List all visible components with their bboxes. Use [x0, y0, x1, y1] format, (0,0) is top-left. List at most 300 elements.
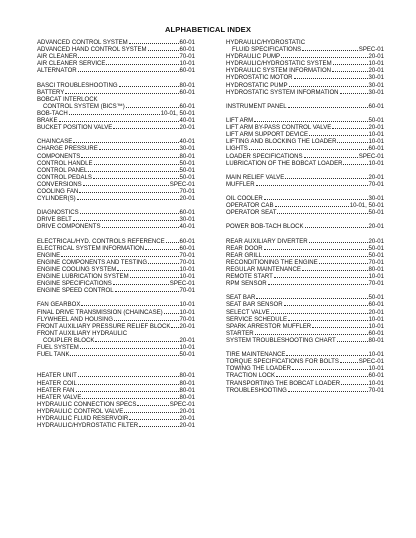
dot-leader	[333, 64, 368, 65]
dot-leader	[341, 384, 367, 385]
index-entry-term: INSTRUMENT PANEL	[226, 103, 287, 110]
index-entry	[226, 324, 384, 331]
index-entry-page: 80-01	[179, 394, 195, 401]
index-entry-term: OPERATOR SEAT	[226, 210, 277, 217]
index-entry-term: HYDRAULIC FLUID RESERVOIR	[37, 415, 129, 422]
index-entry	[37, 416, 195, 423]
index-entry-page: 50-01	[368, 118, 384, 125]
index-entry-term: ENGINE LUBRICATION SYSTEM	[37, 274, 129, 281]
index-entry-page: 20-01	[368, 224, 384, 231]
dot-leader	[130, 277, 179, 278]
dot-leader	[94, 164, 179, 165]
index-entry-page: 10-01	[368, 274, 384, 281]
index-entry-term: REAR GRILL	[226, 252, 262, 259]
index-entry-term: OPERATOR CAB	[226, 203, 274, 210]
index-entry-term: TIRE MAINTENANCE	[226, 352, 286, 359]
dot-leader	[263, 256, 368, 257]
index-entry-term: HYDROSTATIC PUMP	[226, 82, 288, 89]
index-entry-page: 10-01, 50-01	[349, 203, 384, 210]
index-entry	[37, 373, 195, 380]
index-entry-term: SERVICE SCHEDULE	[226, 316, 288, 323]
section-gap	[226, 288, 384, 295]
index-entry	[226, 61, 384, 68]
dot-leader	[80, 348, 179, 349]
dot-leader	[309, 242, 368, 243]
dot-leader	[164, 313, 179, 314]
section-gap	[37, 295, 195, 302]
index-entry	[37, 288, 195, 295]
index-entry-page: 10-01	[368, 316, 384, 323]
index-entry-term: ENGINE COOLING SYSTEM	[37, 267, 117, 273]
index-entry	[226, 54, 384, 61]
index-entry-term: HYDRAULIC/HYDROSTATIC	[226, 40, 306, 46]
index-entry	[226, 75, 384, 82]
index-entry-term: DRIVE COMPONENTS	[37, 224, 101, 231]
index-entry-page: 60-01	[179, 47, 195, 54]
index-entry-term: BRAKE	[37, 118, 58, 125]
index-entry-page: 30-01	[368, 196, 384, 203]
index-entry-page: 10-01	[368, 323, 384, 330]
index-entry	[226, 281, 384, 288]
index-entry-page: 40-01	[179, 139, 195, 146]
index-entry-page: SPEC-01	[358, 359, 384, 366]
index-entry-term: DRIVE BELT	[37, 217, 72, 224]
index-entry	[37, 409, 195, 416]
dot-leader	[83, 185, 169, 186]
index-entry	[226, 331, 384, 338]
section-gap	[37, 232, 195, 239]
index-entry-page: 70-01	[179, 188, 195, 195]
section-gap	[37, 359, 195, 366]
index-entry-page: 20-01	[368, 125, 384, 132]
index-entry	[37, 317, 195, 324]
index-entry-page: 10-01	[179, 302, 195, 309]
index-entry-page: 50-01	[368, 295, 384, 302]
index-entry	[226, 388, 384, 395]
index-entry-term: LIFTING AND BLOCKING THE LOADER	[226, 139, 337, 146]
index-entry-page: 60-01	[179, 245, 195, 252]
dot-leader	[284, 305, 368, 306]
section-gap	[37, 75, 195, 82]
dot-leader	[343, 164, 367, 165]
index-entry-term: BOB-TACH	[37, 110, 68, 117]
index-entry-term: ELECTRICAL SYSTEM INFORMATION	[37, 245, 145, 252]
index-entry-term: COOLING FAN	[37, 188, 79, 195]
index-entry-page: 70-01	[179, 288, 195, 295]
index-entry-page: 50-01	[179, 160, 195, 167]
index-entry-page: 50-01	[179, 174, 195, 181]
index-entry-term: LOADER SPECIFICATIONS	[226, 153, 303, 160]
index-entry-page: 40-01	[179, 118, 195, 125]
dot-leader	[88, 171, 178, 172]
dot-leader	[78, 57, 178, 58]
index-entry	[37, 302, 195, 309]
index-entry-page: 70-01	[179, 259, 195, 266]
index-entry-page: 60-01	[368, 103, 384, 110]
index-entry	[226, 161, 384, 168]
index-entry-term: ENGINE SPECIFICATIONS	[37, 281, 112, 288]
dot-leader	[171, 327, 178, 328]
index-entry	[37, 246, 195, 253]
dot-leader	[113, 128, 178, 129]
index-entry-page: 80-01	[179, 380, 195, 387]
index-entry	[37, 118, 195, 125]
dot-leader	[76, 391, 179, 392]
dot-leader	[268, 284, 368, 285]
index-entry-term: FRONT AUXILIARY HYDRAULIC	[37, 330, 128, 337]
index-entry-page: 40-01	[179, 224, 195, 231]
dot-leader	[285, 178, 367, 179]
dot-leader	[139, 426, 178, 427]
index-entry-term: SELECT VALVE	[226, 309, 270, 316]
dot-leader	[337, 142, 367, 143]
index-entry-term: RECONDITIONING THE ENGINE	[226, 259, 318, 266]
index-entry-term: HYDROSTATIC MOTOR	[226, 75, 293, 82]
index-entry	[37, 83, 195, 90]
section-gap	[37, 203, 195, 210]
index-entry-page: 60-01	[179, 103, 195, 110]
index-entry-term: COMPONENTS	[37, 153, 81, 160]
index-entry-term: TORQUE SPECIFICATIONS FOR BOLTS	[226, 359, 339, 366]
index-entry-page: 60-01	[368, 302, 384, 309]
index-entry-term: HEATER VALVE	[37, 394, 82, 401]
dot-leader	[129, 43, 179, 44]
index-entry-term: TROUBLESHOOTING	[226, 387, 287, 394]
index-entry-page: 10-01	[368, 352, 384, 359]
index-entry	[226, 317, 384, 324]
index-entry-term: LIFT ARM	[226, 118, 254, 125]
index-entry	[37, 54, 195, 61]
index-entry-term: LUBRICATION OF THE BOBCAT LOADER	[226, 160, 343, 167]
dot-leader	[82, 398, 178, 399]
dot-leader	[65, 93, 178, 94]
dot-leader	[124, 412, 178, 413]
index-entry	[226, 83, 384, 90]
section-gap	[37, 132, 195, 139]
index-entry-page: 20-01	[179, 423, 195, 430]
index-entry-term: ALTERNATOR	[37, 68, 77, 75]
index-entry-page: SPEC-01	[169, 401, 195, 408]
index-entry-term: BOBCAT INTERLOCK	[37, 96, 98, 103]
index-entry-page: 50-01	[368, 210, 384, 217]
section-gap	[37, 366, 195, 373]
index-entry-page: 10-01	[368, 160, 384, 167]
dot-leader	[69, 114, 160, 115]
index-entry-page: 60-01	[179, 238, 195, 245]
dot-leader	[70, 355, 178, 356]
index-entry-page: 10-01	[368, 61, 384, 68]
index-entry-page: 10-01	[368, 366, 384, 373]
index-entry-term: CONTROL PANEL	[37, 167, 88, 174]
dot-leader	[255, 334, 368, 335]
index-entry	[37, 68, 195, 75]
index-entry-term: CONTROL SYSTEM (BICS™)	[43, 103, 125, 110]
index-entry-page: SPEC-01	[358, 47, 384, 54]
index-entry	[226, 139, 384, 146]
index-entry	[226, 104, 384, 111]
index-entry-page: 80-01	[179, 387, 195, 394]
index-entry	[37, 111, 195, 118]
index-entry-term: CONVERSIONS	[37, 181, 82, 188]
index-entry-term: CYLINDER(S)	[37, 196, 76, 203]
page-title: ALPHABETICAL INDEX	[164, 25, 252, 34]
index-entry-term: REAR DOOR	[226, 245, 263, 252]
index-entry	[37, 125, 195, 132]
index-entry-term: BATTERY	[37, 89, 65, 96]
dot-leader	[288, 391, 368, 392]
index-entry-page: 60-01	[368, 330, 384, 337]
index-entry	[226, 125, 384, 132]
index-entry-page: 80-01	[179, 153, 195, 160]
dot-leader	[59, 121, 179, 122]
index-entry	[226, 295, 384, 302]
dot-leader	[129, 419, 178, 420]
index-entry-page: 20-01	[368, 309, 384, 316]
index-entry	[37, 324, 195, 331]
index-entry	[37, 146, 195, 153]
index-entry	[226, 352, 384, 359]
index-entry-term: HYDRAULIC/HYDROSTATIC SYSTEM	[226, 61, 332, 68]
dot-leader	[249, 149, 368, 150]
index-entry-page: 70-01	[368, 281, 384, 288]
index-entry-term: LIGHTS	[226, 146, 248, 153]
index-entry	[226, 203, 384, 210]
dot-leader	[99, 149, 179, 150]
index-entry-page: 20-01	[179, 415, 195, 422]
dot-leader	[254, 121, 367, 122]
index-entry	[37, 90, 195, 97]
dot-leader	[332, 128, 367, 129]
index-entry	[37, 331, 195, 338]
index-entry-term: FLYWHEEL AND HOUSING	[37, 316, 113, 323]
index-entry-term: CHARGE PRESSURE	[37, 146, 98, 153]
dot-leader	[276, 376, 367, 377]
index-entry-page: 20-01	[368, 238, 384, 245]
index-entry-term: HYDRAULIC CONTROL VALVE	[37, 408, 124, 415]
index-entry	[37, 154, 195, 161]
dot-leader	[81, 157, 178, 158]
dot-leader	[77, 199, 179, 200]
index-entry-term: FAN GEARBOX	[37, 302, 81, 309]
index-entry-page: 30-01	[179, 146, 195, 153]
index-entry	[226, 146, 384, 153]
index-entry-term: HEATER UNIT	[37, 373, 77, 380]
index-entry	[37, 239, 195, 246]
index-entry	[226, 239, 384, 246]
dot-leader	[119, 86, 179, 87]
index-entry-term: ELECTRICAL/HYD. CONTROLS REFERENCE	[37, 238, 165, 245]
dot-leader	[274, 277, 368, 278]
index-entry-term: TRACTION LOCK	[226, 373, 276, 380]
dot-leader	[302, 270, 368, 271]
index-entry	[226, 68, 384, 75]
index-entry-term: MAIN RELIEF VALVE	[226, 174, 285, 181]
index-entry-term: HEATER FAN	[37, 387, 75, 394]
index-entry-page: 20-01	[368, 54, 384, 61]
dot-leader	[292, 369, 368, 370]
dot-leader	[137, 405, 168, 406]
index-entry-term: HYDRAULIC PUMP	[226, 54, 281, 61]
index-entry-term: FINAL DRIVE TRANSMISSION (CHAINCASE)	[37, 309, 163, 316]
index-entry-term: RPM SENSOR	[226, 281, 267, 288]
index-entry-page: 10-01	[179, 267, 195, 273]
index-entry-page: SPEC-01	[358, 153, 384, 160]
dot-leader	[78, 376, 179, 377]
index-entry-page: 80-01	[179, 82, 195, 89]
index-entry-page: 60-01	[368, 373, 384, 380]
dot-leader	[275, 206, 349, 207]
index-entry-term: HYDRAULIC/HYDROSTATIC FILTER	[37, 423, 139, 430]
index-entry	[226, 47, 384, 54]
dot-leader	[117, 270, 178, 271]
section-gap	[226, 345, 384, 352]
dot-leader	[73, 220, 179, 221]
index-entry-page: 50-01	[368, 252, 384, 259]
dot-leader	[113, 284, 169, 285]
index-entry-term: OIL COOLER	[226, 196, 263, 203]
index-entry	[37, 388, 195, 395]
index-entry	[226, 40, 384, 47]
dot-leader	[277, 213, 367, 214]
index-entry-page: 70-01	[179, 316, 195, 323]
index-entry-page: 20-01	[368, 68, 384, 75]
index-entry-term: SEAT BAR SENSOR	[226, 302, 283, 309]
index-entry	[226, 302, 384, 309]
index-entry	[37, 352, 195, 359]
dot-leader	[80, 213, 179, 214]
index-entry	[37, 217, 195, 224]
section-gap	[226, 232, 384, 239]
dot-leader	[312, 327, 367, 328]
index-entry-page: 50-01	[179, 167, 195, 174]
dot-leader	[73, 142, 178, 143]
dot-leader	[78, 71, 179, 72]
index-entry	[226, 175, 384, 182]
index-entry-page: 70-01	[179, 252, 195, 259]
index-entry	[226, 373, 384, 380]
index-entry-term: REGULAR MAINTENANCE	[226, 267, 301, 273]
index-entry-term: ENGINE SPEED CONTROL	[37, 288, 114, 295]
index-entry	[37, 210, 195, 217]
dot-leader	[81, 305, 178, 306]
section-gap	[226, 189, 384, 196]
index-entry	[37, 40, 195, 47]
index-entry-page: 20-01	[179, 337, 195, 344]
index-entry	[37, 260, 195, 267]
index-entry-term: ENGINE COMPONENTS AND TESTING	[37, 259, 148, 266]
dot-leader	[289, 86, 368, 87]
index-entry-term: HEATER COIL	[37, 380, 77, 387]
index-entry-page: 30-01	[368, 82, 384, 89]
index-entry-term: STARTER	[226, 330, 254, 337]
index-entry-term: BASCI TROUBLESHOOTING	[37, 82, 118, 89]
dot-leader	[78, 384, 179, 385]
index-entry	[37, 182, 195, 189]
index-entry-term: SEAT BAR	[226, 295, 256, 302]
index-entry-term: ADVANCED HAND CONTROL SYSTEM	[37, 47, 147, 54]
index-entry	[226, 267, 384, 274]
index-entry	[37, 381, 195, 388]
dot-leader	[302, 50, 358, 51]
index-entry	[226, 196, 384, 203]
dot-leader	[148, 263, 178, 264]
index-entry	[226, 132, 384, 139]
index-entry-page: 80-01	[179, 373, 195, 380]
index-entry-page: 20-01	[179, 196, 195, 203]
index-entry-term: REAR AUXILIARY DIVERTER	[226, 238, 308, 245]
index-entry-page: 10-01	[179, 309, 195, 316]
index-entry-term: FRONT AUXILIARY PRESSURE RELIEF BLOCK	[37, 323, 171, 330]
index-entry-term: TOWING THE LOADER	[226, 366, 291, 373]
index-entry-page: 20-01	[368, 174, 384, 181]
section-gap	[226, 97, 384, 104]
index-left-column	[37, 40, 195, 430]
index-entry-page: 80-01	[368, 267, 384, 273]
index-entry	[226, 253, 384, 260]
index-entry-term: FUEL SYSTEM	[37, 345, 79, 352]
index-entry-term: REMOTE START	[226, 274, 273, 281]
index-entry-term: ADVANCED CONTROL SYSTEM	[37, 40, 128, 46]
index-entry-page: 50-01	[368, 245, 384, 252]
dot-leader	[115, 291, 179, 292]
index-entry	[226, 118, 384, 125]
index-entry-term: LIFT ARM BY-PASS CONTROL VALVE	[226, 125, 332, 132]
index-entry-term: HYDRAULIC CONNECTION SPECS	[37, 401, 137, 408]
index-entry-term: HYDRAULIC SYSTEM INFORMATION	[226, 68, 332, 75]
index-right-column	[226, 40, 384, 395]
dot-leader	[93, 178, 179, 179]
index-entry	[226, 90, 384, 97]
index-entry-page: 20-01	[179, 125, 195, 132]
index-entry-term: SYSTEM TROUBLESHOOTING CHART	[226, 337, 336, 344]
dot-leader	[145, 249, 178, 250]
index-entry-term: HYDROSTATIC SYSTEM INFORMATION	[226, 89, 339, 96]
index-entry-term: FLUID SPECIFICATIONS	[232, 47, 302, 54]
index-entry-term: AIR CLEANER SERVICE	[37, 61, 106, 68]
index-entry	[37, 168, 195, 175]
dot-leader	[61, 256, 178, 257]
index-entry	[37, 61, 195, 68]
index-entry	[37, 189, 195, 196]
index-entry	[37, 345, 195, 352]
index-entry	[37, 395, 195, 402]
dot-leader	[337, 341, 368, 342]
index-entry	[37, 281, 195, 288]
index-entry-term: AIR CLEANER	[37, 54, 78, 61]
dot-leader	[256, 298, 367, 299]
index-entry-page: 60-01	[368, 146, 384, 153]
dot-leader	[148, 50, 179, 51]
index-entry-term: POWER BOB-TACH BLOCK	[226, 224, 304, 231]
index-entry-page: 60-01	[179, 89, 195, 96]
index-entry-term: SPARK ARRESTOR MUFFLER	[226, 323, 312, 330]
index-entry-page: 20-01	[179, 408, 195, 415]
dot-leader	[114, 320, 179, 321]
dot-leader	[305, 227, 368, 228]
index-entry	[37, 310, 195, 317]
index-entry-page: 60-01	[179, 40, 195, 46]
index-entry-page: SPEC-01	[169, 181, 195, 188]
index-entry-term: TRANSPORTING THE BOBCAT LOADER	[226, 380, 341, 387]
index-entry-page: 70-01	[368, 387, 384, 394]
index-entry	[37, 47, 195, 54]
section-gap	[226, 217, 384, 224]
index-entry	[37, 139, 195, 146]
index-entry	[37, 267, 195, 274]
index-entry-term: FUEL TANK	[37, 352, 70, 359]
dot-leader	[102, 227, 179, 228]
index-entry-page: 70-01	[179, 54, 195, 61]
